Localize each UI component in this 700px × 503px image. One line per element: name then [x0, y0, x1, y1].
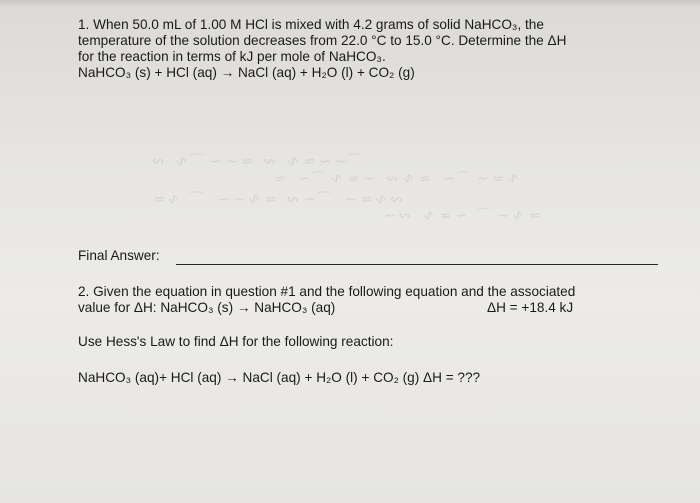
bleed-through-scribble: ∿≈∽⌒∼ ≈∿∾ ∽≈∿⌒∼ ≈	[270, 171, 521, 187]
question-1-line-3: for the reaction in terms of kJ per mole of NaHCO₃.	[78, 49, 386, 64]
question-1-equation: NaHCO₃ (s) + HCl (aq) → NaCl (aq) + H₂O (l) + CO₂ (g)	[78, 65, 415, 80]
page-top-shadow	[0, 0, 700, 8]
question-2	[78, 284, 678, 316]
bleed-through-scribble: ⌒∽∼≈∿ ∾ ≈∽∼⌒∿ ∾	[150, 152, 365, 170]
question-2-given-delta-h: ΔH = +18.4 kJ	[487, 300, 574, 315]
question-2-line-1: 2. Given the equation in question #1 and the following equation and the associated	[78, 284, 576, 299]
final-answer-blank	[176, 264, 658, 265]
question-1-line-1: 1. When 50.0 mL of 1.00 M HCl is mixed with 4.2 grams of solid NaHCO₃, the	[78, 17, 544, 32]
bleed-through-scribble: ∾∿≈∽ ⌒∼∾ ≈∿∽∼ ⌒ ∿≈	[150, 190, 404, 208]
bleed-through-scribble: ≈∿∽⌒ ∼≈∿ ∾∽	[380, 208, 541, 224]
question-1	[78, 17, 678, 81]
target-equation: NaHCO₃ (aq)+ HCl (aq) → NaCl (aq) + H₂O (l) + CO₂ (g) ΔH = ???	[78, 370, 481, 385]
final-answer-label: Final Answer:	[78, 248, 160, 263]
question-2-given-equation: value for ΔH: NaHCO₃ (s) → NaHCO₃ (aq)	[78, 300, 336, 315]
question-1-line-2: temperature of the solution decreases from 22.0 °C to 15.0 °C. Determine the ΔH	[78, 33, 567, 48]
hess-law-prompt: Use Hess's Law to find ΔH for the following reaction:	[78, 334, 394, 349]
